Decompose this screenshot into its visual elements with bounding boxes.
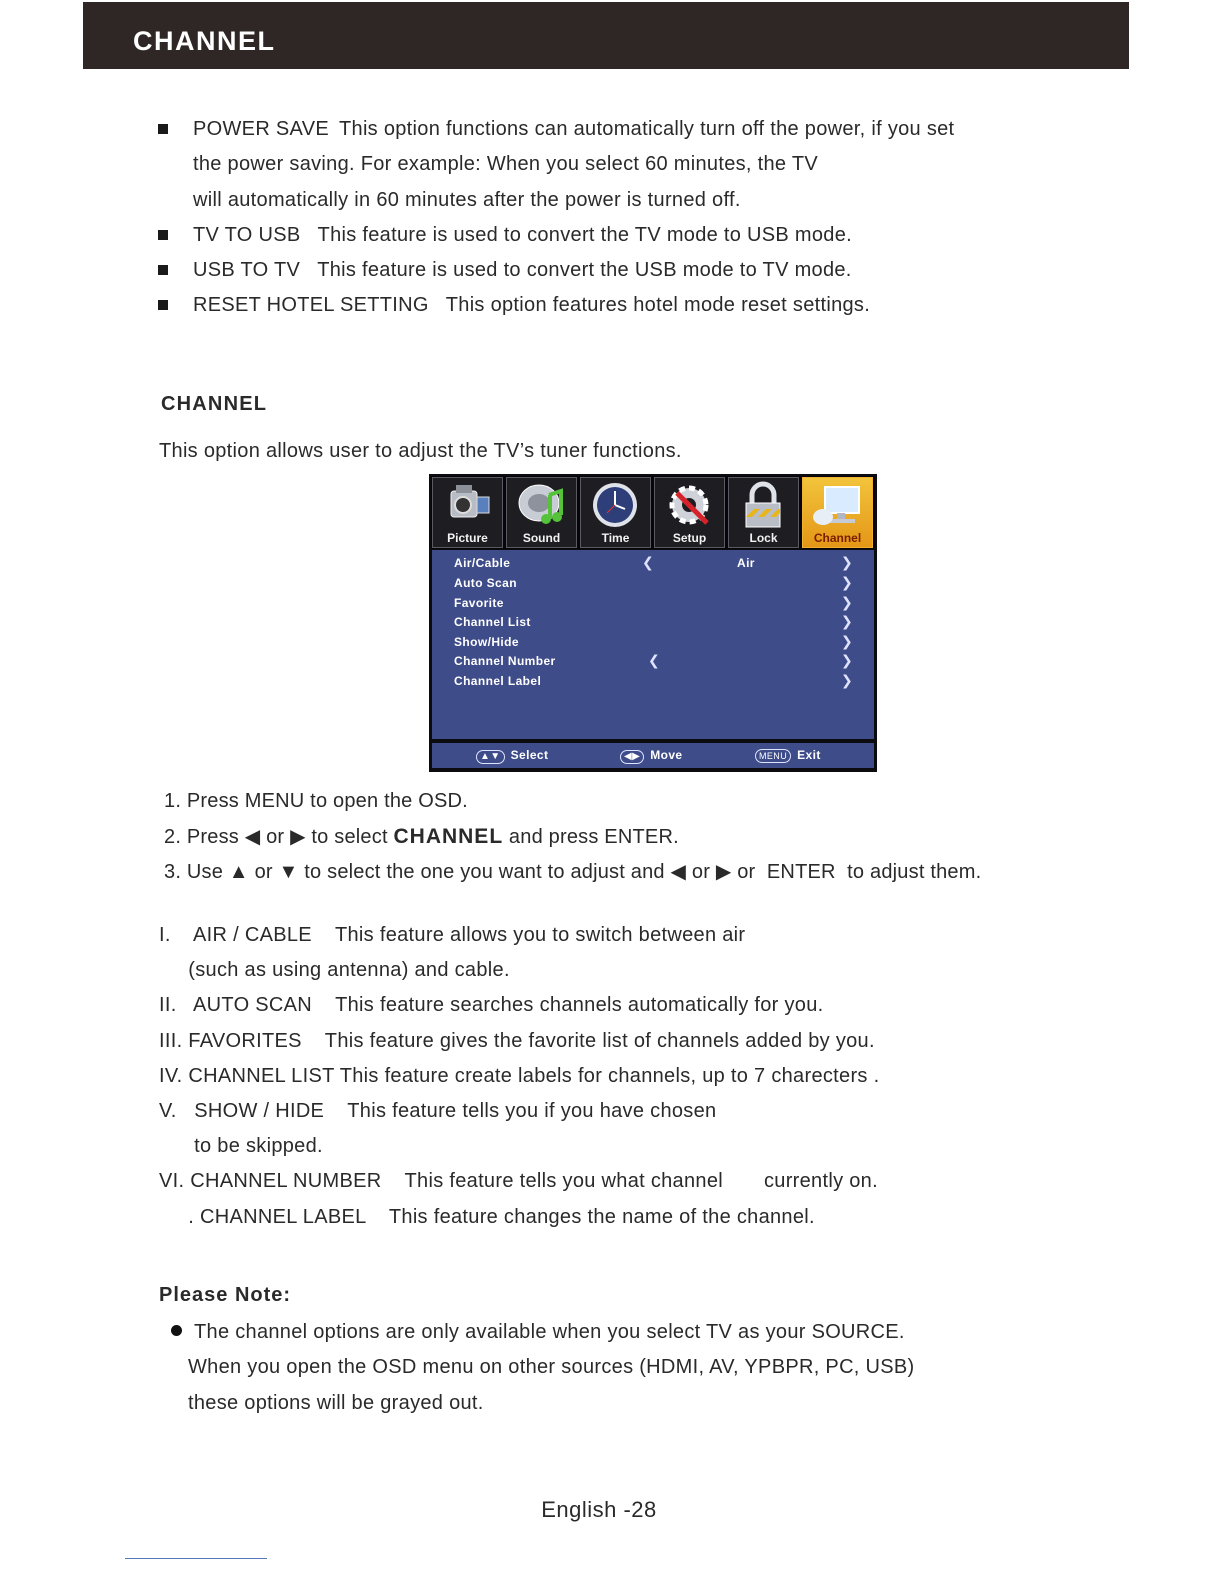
step-text: or: [254, 861, 273, 883]
right-triangle-icon: ▶: [290, 826, 306, 848]
page-title: CHANNEL: [133, 26, 276, 56]
osd-tab-label: Time: [601, 531, 630, 545]
bullet-text: This option functions can automatically turn off the power, if you set: [339, 118, 955, 140]
osd-hint-select: [476, 748, 548, 764]
step-text: Press MENU to open the OSD.: [186, 790, 468, 812]
feature-line: I. AIR / CABLE This feature allows you to switch between air: [159, 924, 746, 946]
feature-line: . CHANNEL LABEL This feature changes the name of the channel.: [159, 1205, 815, 1228]
step-number: 1.: [164, 790, 182, 812]
step-emphasis: CHANNEL: [393, 825, 504, 848]
camera-icon: [441, 481, 494, 529]
gear-wrench-icon: [663, 481, 716, 529]
osd-row-label: Air/Cable: [454, 556, 511, 570]
footer-rule: [125, 1558, 267, 1559]
step-text: or ENTER to adjust them.: [737, 861, 982, 883]
osd-tab-channel[interactable]: [802, 477, 873, 548]
osd-row-channel-list[interactable]: [454, 613, 854, 632]
osd-hint-move: [620, 748, 682, 764]
step-1: [164, 784, 1094, 819]
square-bullet-icon: [158, 230, 168, 240]
osd-tab-time[interactable]: [580, 477, 651, 548]
step-text: Use: [186, 861, 224, 883]
bullet-power-save: [158, 112, 1078, 218]
osd-row-label: Channel Number: [454, 654, 556, 668]
left-right-icon: ◀▶: [620, 750, 644, 764]
square-bullet-icon: [158, 124, 168, 134]
header-bar: [83, 2, 1129, 69]
bullet-usb-to-tv: [158, 253, 1078, 288]
left-arrow-icon[interactable]: ❮: [648, 652, 661, 668]
left-arrow-icon[interactable]: ❮: [642, 554, 655, 570]
steps-list: [164, 784, 1094, 890]
speaker-music-icon: [515, 481, 568, 529]
osd-row-label: Channel List: [454, 615, 531, 629]
step-text: or: [266, 826, 285, 848]
osd-hint-label: Select: [510, 748, 549, 762]
osd-tab-sound[interactable]: [506, 477, 577, 548]
right-arrow-icon[interactable]: ❯: [841, 672, 854, 688]
step-2: [164, 819, 1094, 855]
osd-hint-label: Move: [650, 748, 683, 762]
osd-tab-picture[interactable]: [432, 477, 503, 548]
bullet-text: the power saving. For example: When you select 60 minutes, the TV: [193, 153, 818, 176]
up-down-icon: ▲▼: [476, 750, 505, 764]
up-triangle-icon: ▲: [228, 861, 249, 883]
round-bullet-icon: [171, 1325, 182, 1336]
osd-row-label: Auto Scan: [454, 576, 517, 590]
note-body: [171, 1315, 1071, 1421]
square-bullet-icon: [158, 265, 168, 275]
osd-row-value: Air: [737, 556, 755, 570]
note-line: these options will be grayed out.: [188, 1391, 484, 1414]
osd-row-channel-number[interactable]: [454, 652, 854, 671]
page-number: English -28: [541, 1497, 657, 1522]
osd-row-channel-label[interactable]: [454, 672, 854, 691]
osd-menu: [429, 474, 877, 772]
note-line: [171, 1315, 1071, 1350]
bullet-term: TV TO USB: [193, 223, 301, 246]
osd-row-label: Show/Hide: [454, 635, 519, 649]
step-text: or: [691, 861, 711, 883]
bullet-reset-hotel: [158, 288, 1078, 323]
bullet-text: This feature is used to convert the TV mode to USB mode.: [317, 223, 853, 246]
osd-footer: [432, 743, 874, 768]
step-number: 2.: [164, 826, 182, 848]
osd-row-show-hide[interactable]: [454, 633, 854, 652]
osd-row-air-cable[interactable]: [454, 554, 854, 573]
step-text: and press ENTER.: [508, 826, 679, 848]
step-text: to select: [311, 826, 388, 848]
padlock-icon: [737, 481, 790, 529]
osd-row-label: Favorite: [454, 596, 504, 610]
osd-row-auto-scan[interactable]: [454, 574, 854, 593]
osd-tab-label: Sound: [522, 531, 561, 545]
feature-line: (such as using antenna) and cable.: [159, 959, 510, 982]
feature-line: VI. CHANNEL NUMBER This feature tells you what channel currently on.: [159, 1170, 878, 1193]
right-arrow-icon[interactable]: ❯: [841, 613, 854, 629]
right-arrow-icon[interactable]: ❯: [841, 554, 854, 570]
osd-tab-label: Channel: [813, 531, 862, 545]
down-triangle-icon: ▼: [278, 861, 299, 883]
note-text: The channel options are only available when you select TV as your SOURCE.: [194, 1321, 905, 1343]
osd-row-label: Channel Label: [454, 674, 542, 688]
bullet-term: RESET HOTEL SETTING: [193, 294, 429, 317]
feature-line: III. FAVORITES This feature gives the favorite list of channels added by you.: [159, 1029, 875, 1052]
bullet-text: will automatically in 60 minutes after the power is turned off.: [193, 188, 741, 211]
note-line: When you open the OSD menu on other sources (HDMI, AV, YPBPR, PC, USB): [188, 1356, 915, 1379]
osd-tab-label: Picture: [447, 531, 488, 545]
feature-line: II. AUTO SCAN This feature searches channels automatically for you.: [159, 994, 824, 1017]
right-arrow-icon[interactable]: ❯: [841, 633, 854, 649]
right-arrow-icon[interactable]: ❯: [841, 594, 854, 610]
osd-tab-lock[interactable]: [728, 477, 799, 548]
osd-tab-label: Setup: [672, 531, 707, 545]
right-triangle-icon: ▶: [715, 861, 732, 883]
step-text: to select the one you want to adjust and: [304, 861, 665, 883]
osd-row-favorite[interactable]: [454, 594, 854, 613]
bullet-list: [158, 112, 1078, 324]
feature-line: V. SHOW / HIDE This feature tells you if you have chosen: [159, 1100, 717, 1123]
osd-tab-bar: [431, 476, 875, 549]
osd-tab-label: Lock: [749, 531, 778, 545]
clock-icon: [589, 481, 642, 529]
step-number: 3.: [164, 861, 182, 883]
bullet-tv-to-usb: [158, 218, 1078, 253]
osd-hint-exit: [755, 748, 821, 763]
osd-menu-list: [432, 550, 874, 739]
bullet-text: This option features hotel mode reset settings.: [445, 294, 871, 317]
bullet-term: USB TO TV: [193, 259, 301, 282]
osd-tab-setup[interactable]: [654, 477, 725, 548]
step-text: Press: [186, 826, 239, 848]
section-heading: CHANNEL: [161, 393, 268, 415]
right-arrow-icon[interactable]: ❯: [841, 652, 854, 668]
step-3: [164, 855, 1094, 890]
left-triangle-icon: ◀: [244, 826, 261, 848]
section-intro: This option allows user to adjust the TV’s tuner functions.: [159, 440, 682, 462]
bullet-term: POWER SAVE: [193, 118, 329, 140]
monitor-icon: [811, 481, 864, 529]
feature-line: IV. CHANNEL LIST This feature create labels for channels, up to 7 charecters .: [159, 1064, 880, 1087]
feature-list: [159, 918, 1089, 1235]
note-title: Please Note:: [159, 1284, 292, 1306]
square-bullet-icon: [158, 300, 168, 310]
osd-hint-label: Exit: [797, 748, 821, 762]
feature-line: to be skipped.: [159, 1135, 323, 1158]
menu-key-icon: MENU: [755, 749, 791, 763]
bullet-text: This feature is used to convert the USB mode to TV mode.: [317, 259, 852, 282]
right-arrow-icon[interactable]: ❯: [841, 574, 854, 590]
left-triangle-icon: ◀: [670, 861, 687, 883]
